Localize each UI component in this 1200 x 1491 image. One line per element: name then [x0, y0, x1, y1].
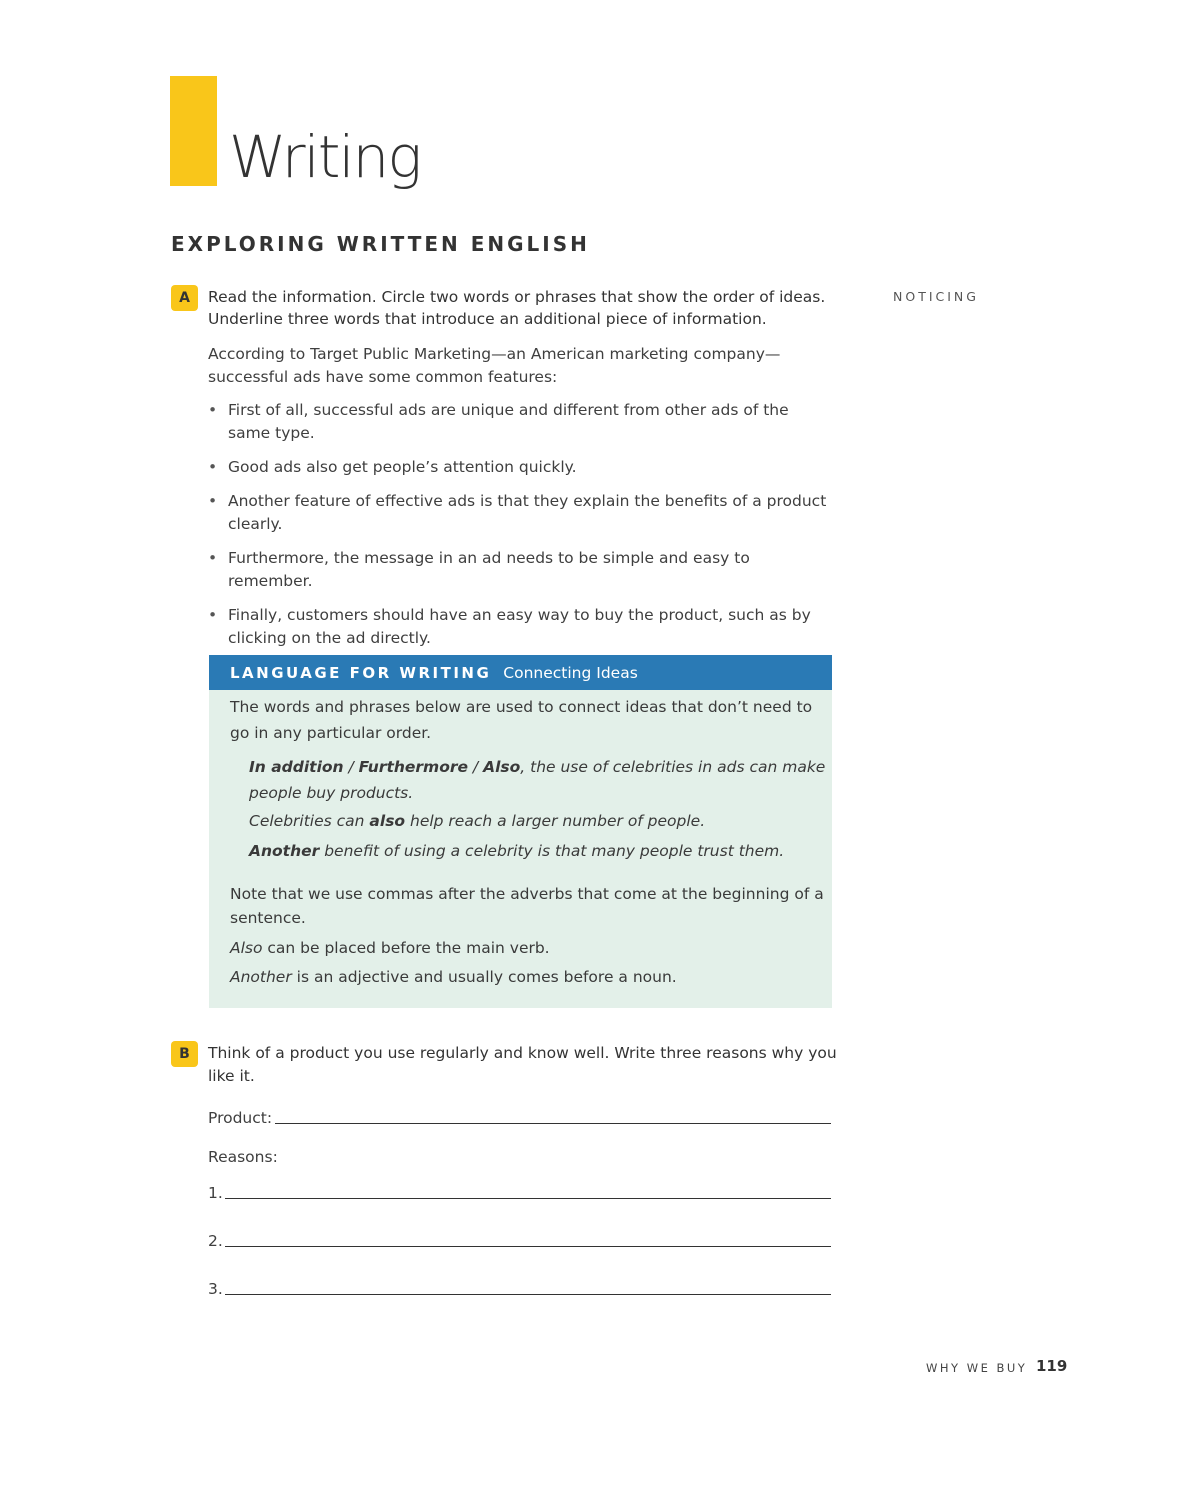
intro-line1: According to Target Public Marketing—an American marketing company— — [208, 345, 781, 363]
features-list — [208, 399, 828, 661]
product-label: Product: — [208, 1109, 273, 1127]
example-text: Celebrities can — [249, 812, 370, 830]
example-bold: Another — [249, 842, 320, 860]
reason-3-number: 3. — [208, 1280, 223, 1298]
example-1-line1 — [249, 754, 825, 780]
example-text: / — [343, 758, 359, 776]
example-3 — [249, 838, 784, 864]
reason-1-answer-line[interactable] — [225, 1198, 831, 1199]
note-line2: sentence. — [230, 909, 306, 927]
exercise-b-instruction-line2: like it. — [208, 1067, 255, 1085]
example-text: benefit of using a celebrity is that many people trust them. — [319, 842, 785, 860]
note-also — [230, 935, 550, 961]
example-2 — [249, 808, 705, 834]
language-for-writing-header — [209, 655, 832, 690]
footer-unit-label: WHY WE BUY — [926, 1361, 1028, 1375]
reason-2-number: 2. — [208, 1232, 223, 1250]
example-bold: also — [369, 812, 406, 830]
example-text: / — [468, 758, 484, 776]
list-item: • Good ads also get people’s attention quickly. — [208, 456, 828, 479]
list-item: • Furthermore, the message in an ad needs to be simple and easy to remember. — [208, 547, 828, 593]
language-box-title: LANGUAGE FOR WRITING — [230, 663, 492, 682]
list-item: • Finally, customers should have an easy way to buy the product, such as by clicking on the ad directly. — [208, 604, 828, 650]
exercise-a-instruction-line1: Read the information. Circle two words or phrases that show the order of ideas. — [208, 288, 826, 306]
exercise-b-badge: B — [171, 1041, 198, 1067]
note-another-rest: is an adjective and usually comes before a noun. — [291, 968, 677, 986]
title-accent-bar — [170, 76, 217, 186]
list-item: • First of all, successful ads are unique and different from other ads of the same type. — [208, 399, 828, 445]
note-also-rest: can be placed before the main verb. — [262, 939, 550, 957]
note-also-word: Also — [230, 939, 263, 957]
list-item: • Another feature of effective ads is that they explain the benefits of a product clearly. — [208, 490, 828, 536]
reasons-label: Reasons: — [208, 1148, 278, 1166]
note-another-word: Another — [230, 968, 292, 986]
product-answer-line[interactable] — [275, 1123, 831, 1124]
example-bold: In addition — [249, 758, 344, 776]
intro-line2: successful ads have some common features: — [208, 368, 558, 386]
note-line1: Note that we use commas after the adverbs that come at the beginning of a — [230, 885, 824, 903]
section-heading: EXPLORING WRITTEN ENGLISH — [171, 232, 590, 256]
reason-3-answer-line[interactable] — [225, 1294, 831, 1295]
example-text: help reach a larger number of people. — [405, 812, 706, 830]
exercise-a-badge: A — [171, 285, 198, 311]
reason-1-number: 1. — [208, 1184, 223, 1202]
example-bold: Also — [483, 758, 521, 776]
example-1-line2: people buy products. — [249, 784, 414, 802]
page-title: Writing — [229, 123, 421, 191]
language-box-subtitle: Connecting Ideas — [503, 663, 638, 682]
example-bold: Furthermore — [358, 758, 468, 776]
language-intro-line2: go in any particular order. — [230, 724, 432, 742]
language-intro-line1: The words and phrases below are used to connect ideas that don’t need to — [230, 698, 813, 716]
exercise-b-instruction-line1: Think of a product you use regularly and know well. Write three reasons why you — [208, 1044, 837, 1062]
exercise-a-instruction-line2: Underline three words that introduce an additional piece of information. — [208, 310, 767, 328]
note-another — [230, 964, 677, 990]
example-text: , the use of celebrities in ads can make — [520, 758, 826, 776]
margin-label-noticing: NOTICING — [893, 289, 979, 304]
page-number: 119 — [1036, 1357, 1068, 1375]
reason-2-answer-line[interactable] — [225, 1246, 831, 1247]
